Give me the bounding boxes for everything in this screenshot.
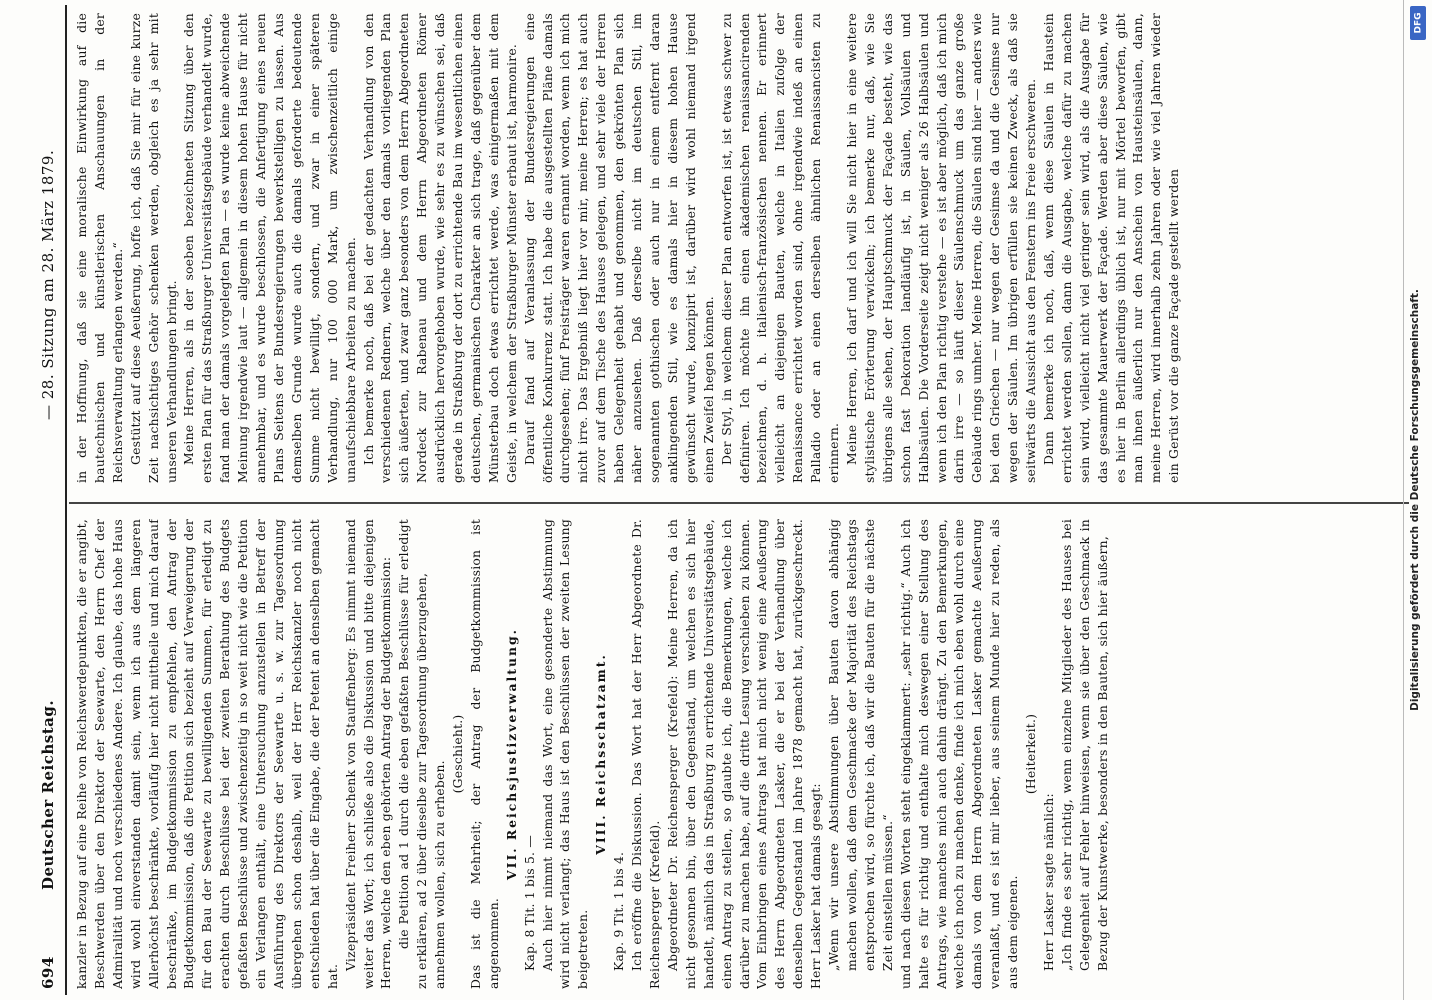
paragraph: „Ich finde es sehr richtig, wenn einzelne Mitglieder des Hauses bei Gelegenheit auf Fehler hinweisen, wenn sie über den Geschmack in Bezug der Kunstwerke, besonders in den Bauten, sich hier äußern, <box>1058 519 1110 971</box>
paragraph: Gestützt auf diese Aeußerung, hoffe ich, daß Sie mir für eine kurze Zeit nachsichtiges Gehör schenken werden, obgleich es ja sehr mit unseren Verhandlungen bringt. <box>127 13 179 483</box>
page-number: 694 <box>39 956 57 989</box>
dfg-logo-text: DFG <box>1413 12 1424 34</box>
paragraph: „Wenn wir unsere Abstimmungen über Bauten davon abhängig machen wollen, daß dem Geschmacke der Majorität des Reichstags entsprochen wird, so fürchte ich, daß wir die Bauten für die nächste Zeit einstellen müssen.“ <box>826 519 895 971</box>
paragraph: annehmen wollen, sich zu erheben. <box>432 760 448 989</box>
digitization-footer <box>1402 0 1428 1000</box>
left-column <box>73 519 1408 989</box>
session-heading: — 28. Sitzung am 28. März 1879. <box>39 149 57 420</box>
paragraph: Abgeordneter Dr. Reichensperger (Krefeld): Meine Herren, da ich nicht gesonnen bin, über den Gegenstand, um welchen es sich hier handelt, nämlich das in Straßburg zu errichtende Universitätsgebäude, einen Antrag zu stellen, so glaubte ich, die Bemerkungen, welche ich darüber zu machen habe, auf die dritte Lesung verschieben zu können. Vom Einbringen eines Antrags hat mich nicht wenig eine Aeußerung des Herrn Abgeordneten Lasker, die er bei der Verhandlung über denselben Gegenstand im Jahre 1878 gemacht hat, zurückgeschreckt. Herr Lasker hat damals gesagt: <box>664 519 824 989</box>
paragraph: Das ist die Mehrheit; der Antrag der Budgetkommission ist angenommen. <box>467 519 501 989</box>
paragraph: VIII. Reichsschatzamt. <box>593 653 609 855</box>
paragraph: Kap. 8 Tit. 1 bis 5. — <box>521 835 537 971</box>
paragraph: Auch hier nimmt niemand das Wort, eine gesonderte Abstimmung wird nicht verlangt; das Haus ist den Beschlüssen der zweiten Lesung beigetreten. <box>539 519 591 989</box>
paragraph: Herr Lasker sagte nämlich: <box>1040 793 1056 971</box>
paragraph: Meine Herren, als in der soeben bezeichneten Sitzung über den ersten Plan für das Straßburger Universitätsgebäude verhandelt wurde, fand man der damals vorgelegten Plan — es wurde keine abweichende Meinung irgendwie laut — allgemein in diesem hohen Hause für nicht annehmbar, und es wurde beschlossen, die Anfertigung eines neuen Plans Seitens der Bundesregierungen bewerkstelligen zu lassen. Aus demselben Grunde wurde auch die damals geforderte bedeutende Summe nicht bewilligt, sondern, und zwar in einer späteren Verhandlung, nur 100 000 Mark, um zwischenzeitlich einige unaufschiebbare Arbeiten zu machen. <box>181 13 358 483</box>
paragraph: Darauf fand auf Veranlassung der Bundesregierungen eine öffentliche Konkurrenz statt. Ich habe die ausgestellten Pläne damals durchgesehen; fünf Preisträger waren ernannt worden, wenn ich mich nicht irre. Das Ergebniß liegt hier vor mir, meine Herren; es hat auch zuvor auf dem Tische des Hauses gelegen, und sehr viele der Herren haben Gelegenheit gehabt und genommen, den gekrönten Plan sich näher anzusehen. Daß derselbe nicht im deutschen Stil, im sogenannten gothischen oder auch nur in einem entfernt daran anklingenden Stil, wie es damals hier in diesem hohen Hause gewünscht wurde, konzipirt ist, darüber wird wohl niemand irgend einen Zweifel hegen können. <box>521 13 716 483</box>
paragraph: Ich bemerke noch, daß bei der gedachten Verhandlung von den verschiedenen Rednern, welche über den damals vorliegenden Plan sich äußerten, und zwar ganz besonders von dem Herrn Abgeordneten Nordeck zur Rabenau und dem Herrn Abgeordneten Römer ausdrücklich hervorgehoben wurde, wie sehr es zu wünschen sei, daß gerade in Straßburg der dort zu errichtende Bau im wesentlichen einen deutschen, germanischen Charakter an sich trage, daß gegenüber dem Münsterbau doch etwas errichtet werde, was einigermaßen mit dem Geiste, in welchem der Straßburger Münster erbaut ist, harmonire. <box>360 13 519 483</box>
digitization-note: Digitalisierung gefördert durch die Deutsche Forschungsgemeinschaft. <box>1409 289 1421 711</box>
paragraph: Kap. 9 Tit. 1 bis 4. <box>611 851 627 971</box>
paragraph: Vizepräsident Freiherr Schenk von Stauffenberg: Es nimmt niemand weiter das Wort; ich schließe also die Diskussion und bitte diejenigen Herren, welche den eben gehörten Antrag der Budgetkommission: <box>342 519 394 989</box>
paragraph: Der Styl, in welchem dieser Plan entworfen ist, ist etwas schwer zu definiren. Ich möchte ihn einen akademischen renaissancirenden bezeichnen, d. h. italienisch-französischen nennen. Er erinnert vielleicht an diejenigen Bauten, welche in Italien zufolge der Renaissance errichtet worden sind, ohne irgendwie indeß an einen Palladio oder an einen derselben ähnlichen Renaissancisten zu erinnern. <box>718 13 842 483</box>
paragraph: kanzler in Bezug auf eine Reihe von Reichswerdepunkten, die er angibt, Beschwerden über den Direktor der Seewarte, den Herrn Chef der Admiralität und noch verschiedenes Andere. Ich glaube, das hohe Haus wird wohl einverstanden damit sein, wenn ich aus dem längeren Allerhöchst beschränkte, vorläufig hier nicht mittheile und mich darauf beschränke, im Budgetkommission zu empfehlen, den Antrag der Budgetkommission, daß die Petition sich bezieht auf Verweigerung der für den Bau der Seewarte zu bewilligenden Summen, für erledigt zu erachten durch Beschlüsse bei der zweiten Berathung des Budgets gefaßten Beschlüsse und zwischenzeitig in so weit nicht wie die Petition ein Verlangen enthält, eine Untersuchung anzustellen in Betreff der Ausführung des Direktors der Seewarte u. s. w. zur Tagesordnung übergehen schon deshalb, weil der Herr Reichskanzler noch nicht entschieden hat über die Eingabe, die der Petent an denselben gemacht hat. <box>74 519 340 989</box>
page-header <box>19 5 65 995</box>
dfg-logo <box>1410 6 1426 40</box>
right-column <box>73 13 1408 483</box>
paragraph: in der Hoffnung, daß sie eine moralische Einwirkung auf die bautechnischen und künstlerischen Anschauungen in der Reichsverwaltung erlangen werden.“ <box>74 13 125 483</box>
column-divider <box>69 502 1409 504</box>
page-title: Deutscher Reichstag. <box>39 699 57 890</box>
paragraph: und nach diesen Worten steht eingeklammert: „sehr richtig.“ Auch ich halte es für richtig und enthalte mich deswegen einer Stellung des Antrags, wie manches mich auch dahin drängt. Zu den Bemerkungen, welche ich noch zu machen denke, finde ich mich eben wohl durch eine damals von dem Herrn Abgeordneten Lasker gemachte Aeußerung veranlaßt, und es ist mir lieber, aus seinem Munde hier zu reden, als aus dem eigenen. <box>897 519 1021 989</box>
header-rule <box>65 5 67 995</box>
paragraph: Ich eröffne die Diskussion. Das Wort hat der Herr Abgeordnete Dr. Reichensperger (Krefeld). <box>629 519 662 989</box>
rotated-text-frame <box>17 5 1415 995</box>
paragraph: die Petition ad 1 durch die eben gefaßten Beschlüsse für erledigt zu erklären, ad 2 über dieselbe zur Tagesordnung überzugehen, <box>396 519 430 989</box>
paragraph: (Heiterkeit.) <box>1023 713 1039 795</box>
paragraph: VII. Reichsjustizverwaltung. <box>503 628 519 880</box>
paragraph: Meine Herren, ich darf und ich will Sie nicht hier in eine weitere stylistische Erörterung verwickeln; ich bemerke nur, daß, wie Sie übrigens alle sehen, der Hauptschmuck der Façade besteht, wie das schon fast Dekoration landläufig ist, in Säulen, Vollsäulen und Halbsäulen. Die Vorderseite zeigt nicht weniger als 26 Halbsäulen und wenn ich den Plan richtig verstehe — es ist aber möglich, daß ich mich darin irre — so läuft dieser Säulenschmuck um das ganze große Gebäude rings umher. Meine Herren, die Säulen sind hier — anders wie bei den Griechen — nur wegen der Gesimse da und die Gesimse nur wegen der Säulen. Im übrigen erfüllen sie keinen Zweck, als daß sie seitwärts die Aussicht aus den Fenstern ins Freie erschweren. <box>843 13 1039 483</box>
paragraph: (Geschieht.) <box>450 714 466 794</box>
paragraph: Dann bemerke ich noch, daß, wenn diese Säulen in Haustein errichtet werden sollen, dann die Ausgabe, welche dafür zu machen sein wird, vielleicht nicht viel geringer sein wird, als die Ausgabe für das gesammte Mauerwerk der Façade. Werden aber diese Säulen, wie es hier in Berlin allerdings üblich ist, nur mit Mörtel beworfen, gibt man ihnen äußerlich nur den Anschein von Hausteinsäulen, dann, meine Herren, wird innerhalb zehn Jahren oder wie viel Jahren wieder ein Gerüst vor die ganze Façade gestellt werden <box>1040 13 1182 483</box>
